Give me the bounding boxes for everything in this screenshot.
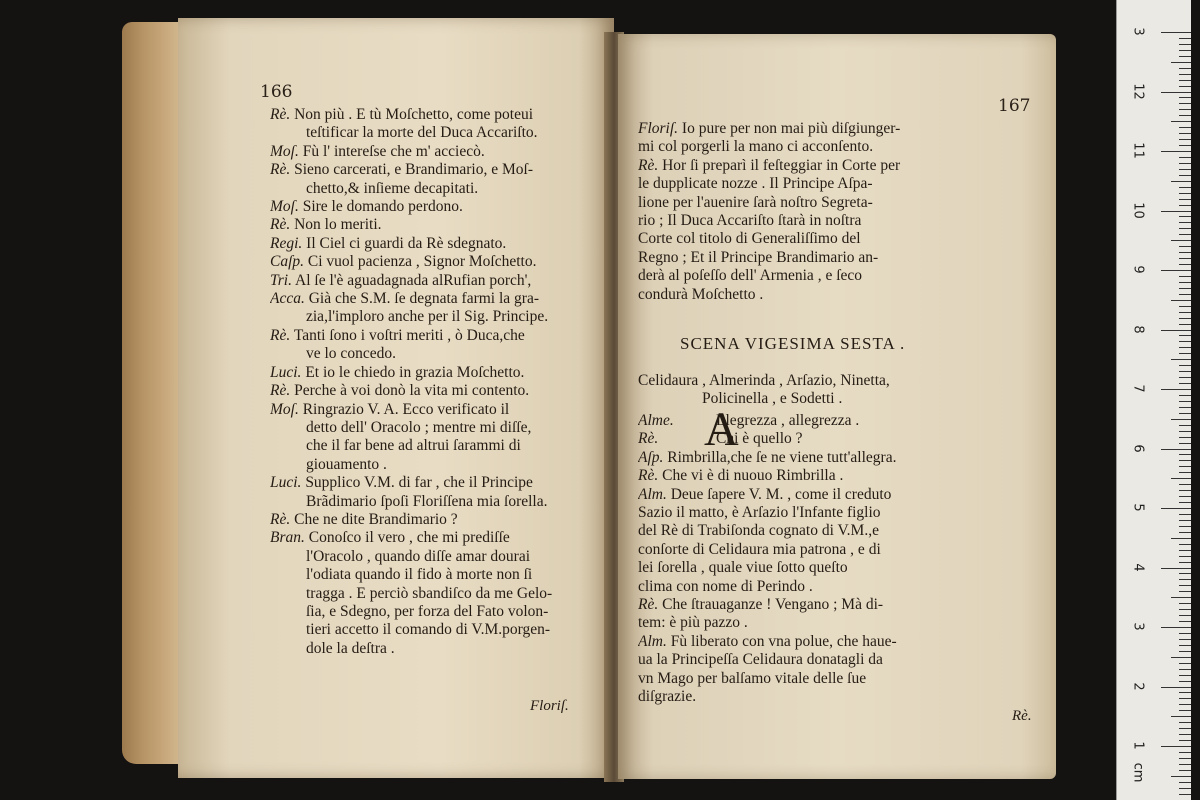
ruler-tick bbox=[1171, 181, 1191, 182]
text-line bbox=[638, 412, 1048, 430]
ruler-tick bbox=[1161, 330, 1191, 331]
line-text: Corte col titolo di Generaliſſimo del bbox=[638, 230, 861, 248]
text-line bbox=[270, 253, 610, 271]
ruler-tick bbox=[1179, 38, 1191, 39]
ruler-number: 8 bbox=[1130, 324, 1146, 334]
measurement-ruler bbox=[1116, 0, 1191, 800]
ruler-tick bbox=[1179, 44, 1191, 45]
drop-cap: A bbox=[704, 403, 739, 456]
text-line bbox=[638, 541, 1048, 559]
ruler-tick bbox=[1161, 508, 1191, 509]
speaker-label: Luci. bbox=[270, 363, 302, 381]
text-line bbox=[270, 308, 610, 326]
speaker-label: Rè. bbox=[270, 161, 291, 179]
ruler-tick bbox=[1179, 443, 1191, 444]
text-line bbox=[270, 401, 610, 419]
ruler-tick bbox=[1179, 264, 1191, 265]
line-text: lei ſorella , quale viue ſotto queſto bbox=[638, 559, 848, 577]
line-text: Tanti ſono i voſtri meriti , ò Duca,che bbox=[293, 326, 525, 344]
ruler-tick bbox=[1179, 484, 1191, 485]
ruler-tick bbox=[1161, 92, 1191, 93]
cast-line: Celidaura , Almerinda , Arſazio, Ninetta, bbox=[638, 372, 890, 389]
ruler-tick bbox=[1171, 597, 1191, 598]
line-text: ſia, e Sdegno, per forza del Fato volon- bbox=[306, 602, 549, 620]
line-text: Sazio il matto, è Arſazio l'Infante figlio bbox=[638, 504, 881, 522]
ruler-tick bbox=[1179, 312, 1191, 313]
ruler-tick bbox=[1179, 794, 1191, 795]
ruler-tick bbox=[1179, 645, 1191, 646]
ruler-tick bbox=[1179, 103, 1191, 104]
ruler-tick bbox=[1179, 621, 1191, 622]
ruler-tick bbox=[1179, 591, 1191, 592]
speaker-label: Rè. bbox=[270, 510, 291, 528]
ruler-tick bbox=[1179, 544, 1191, 545]
ruler-tick bbox=[1179, 163, 1191, 164]
ruler-tick bbox=[1179, 490, 1191, 491]
ruler-number: 12 bbox=[1130, 82, 1146, 100]
speaker-label: Bran. bbox=[270, 529, 305, 547]
ruler-number: 5 bbox=[1130, 503, 1146, 512]
ruler-tick bbox=[1179, 675, 1191, 676]
line-text: ve lo concedo. bbox=[306, 345, 396, 363]
ruler-tick bbox=[1179, 199, 1191, 200]
ruler-tick bbox=[1171, 359, 1191, 360]
text-line bbox=[638, 467, 1048, 485]
ruler-tick bbox=[1179, 704, 1191, 705]
line-text: Deue ſapere V. M. , come il creduto bbox=[670, 485, 892, 503]
ruler-tick bbox=[1179, 609, 1191, 610]
ruler-tick bbox=[1161, 151, 1191, 152]
page-number-left: 166 bbox=[260, 82, 293, 102]
ruler-tick bbox=[1179, 347, 1191, 348]
ruler-number: 10 bbox=[1130, 201, 1146, 219]
ruler-tick bbox=[1179, 252, 1191, 253]
text-line bbox=[638, 449, 1048, 467]
text-line bbox=[270, 327, 610, 345]
ruler-tick bbox=[1179, 579, 1191, 580]
line-text: che il far bene ad altrui ſarammi di bbox=[306, 437, 521, 455]
line-text: l'Oracolo , quando diſſe amar dourai bbox=[306, 547, 531, 565]
ruler-tick bbox=[1179, 734, 1191, 735]
text-line bbox=[638, 175, 1048, 193]
line-text: Perche à voi donò la vita mi contento. bbox=[294, 382, 530, 400]
line-text: giouamento . bbox=[306, 455, 387, 473]
ruler-tick bbox=[1179, 187, 1191, 188]
ruler-tick bbox=[1179, 68, 1191, 69]
text-line bbox=[270, 272, 610, 290]
speaker-label: Moſ. bbox=[270, 142, 299, 160]
line-text: le dupplicate nozze . Il Principe Aſpa- bbox=[638, 175, 873, 193]
line-text: Che vi è di nuouo Rimbrilla . bbox=[662, 467, 844, 485]
line-text: Rimbrilla,che ſe ne viene tutt'allegra. bbox=[667, 448, 897, 466]
ruler-number: 1 bbox=[1130, 741, 1146, 750]
ruler-tick bbox=[1161, 746, 1191, 747]
ruler-tick bbox=[1179, 615, 1191, 616]
ruler-tick bbox=[1179, 353, 1191, 354]
ruler-tick bbox=[1179, 710, 1191, 711]
ruler-tick bbox=[1171, 121, 1191, 122]
ruler-tick bbox=[1179, 276, 1191, 277]
line-text: lione per l'auenire ſarà noſtro Segreta- bbox=[638, 193, 873, 211]
ruler-tick bbox=[1179, 603, 1191, 604]
line-text: Non lo meriti. bbox=[294, 216, 382, 234]
text-line bbox=[638, 157, 1048, 175]
ruler-tick bbox=[1171, 657, 1191, 658]
text-line bbox=[270, 529, 610, 547]
line-text: Fù liberato con vna polue, che haue- bbox=[670, 632, 897, 650]
ruler-tick bbox=[1161, 211, 1191, 212]
ruler-tick bbox=[1179, 633, 1191, 634]
line-text: dole la deſtra . bbox=[306, 639, 395, 657]
line-text: Sieno carcerati, e Brandimario, e Moſ- bbox=[294, 161, 533, 179]
speaker-label: Moſ. bbox=[270, 400, 299, 418]
ruler-tick bbox=[1179, 401, 1191, 402]
text-line bbox=[270, 382, 610, 400]
ruler-tick bbox=[1179, 324, 1191, 325]
text-line bbox=[270, 161, 610, 179]
text-line bbox=[638, 596, 1048, 614]
line-text: rio ; Il Duca Accariſto ſtarà in noſtra bbox=[638, 212, 862, 230]
ruler-tick bbox=[1179, 216, 1191, 217]
text-line bbox=[638, 486, 1048, 504]
ruler-tick bbox=[1179, 526, 1191, 527]
ruler-tick bbox=[1179, 175, 1191, 176]
line-text: clima con nome di Perindo . bbox=[638, 577, 813, 595]
line-text: Brãdimario ſpoſi Floriſſena mia ſorella. bbox=[306, 492, 548, 510]
ruler-number: 11 bbox=[1130, 142, 1146, 159]
ruler-tick bbox=[1179, 782, 1191, 783]
ruler-tick bbox=[1179, 246, 1191, 247]
text-line bbox=[270, 511, 610, 529]
text-line bbox=[270, 419, 610, 437]
text-line bbox=[638, 430, 1048, 448]
ruler-tick bbox=[1179, 585, 1191, 586]
text-line bbox=[638, 688, 1048, 706]
line-text: Et io le chiedo in grazia Moſchetto. bbox=[305, 363, 525, 381]
line-text: conſorte di Celidaura mia patrona , e di bbox=[638, 540, 881, 558]
text-line bbox=[638, 559, 1048, 577]
text-line bbox=[638, 614, 1048, 632]
ruler-tick bbox=[1179, 460, 1191, 461]
speaker-label: Aſp. bbox=[638, 448, 664, 466]
ruler-tick bbox=[1179, 335, 1191, 336]
line-text: Già che S.M. ſe degnata farmi la gra- bbox=[308, 290, 539, 308]
text-line bbox=[270, 124, 610, 142]
ruler-tick bbox=[1179, 80, 1191, 81]
ruler-tick bbox=[1179, 282, 1191, 283]
ruler-tick bbox=[1179, 692, 1191, 693]
right-page bbox=[618, 34, 1056, 779]
ruler-tick bbox=[1179, 205, 1191, 206]
ruler-tick bbox=[1179, 228, 1191, 229]
text-line bbox=[638, 120, 1048, 138]
line-text: l'odiata quando il fido à morte non ſi bbox=[306, 566, 533, 584]
ruler-tick bbox=[1179, 145, 1191, 146]
speaker-label: Rè. bbox=[270, 106, 291, 123]
speaker-label: Luci. bbox=[270, 474, 302, 492]
ruler-tick bbox=[1179, 115, 1191, 116]
catchword-left: Floriſ. bbox=[530, 698, 569, 714]
ruler-tick bbox=[1179, 764, 1191, 765]
ruler-tick bbox=[1179, 377, 1191, 378]
text-line bbox=[638, 194, 1048, 212]
text-line bbox=[270, 474, 610, 492]
ruler-tick bbox=[1179, 383, 1191, 384]
text-line bbox=[270, 345, 610, 363]
line-text: derà al poſeſſo dell' Armenia , e ſeco bbox=[638, 267, 863, 285]
ruler-number: 3 bbox=[1130, 622, 1146, 631]
text-line bbox=[638, 212, 1048, 230]
text-line bbox=[270, 640, 610, 658]
speaker-label: Rè. bbox=[638, 467, 659, 485]
speaker-label: Caſp. bbox=[270, 253, 305, 271]
ruler-number: 2 bbox=[1130, 681, 1146, 691]
line-text: Non più . E tù Moſchetto, come poteui bbox=[294, 106, 534, 123]
ruler-number: 3 bbox=[1130, 27, 1146, 36]
ruler-tick bbox=[1179, 139, 1191, 140]
line-text: Io pure per non mai più diſgiunger- bbox=[681, 120, 901, 137]
scene-heading: SCENA VIGESIMA SESTA . bbox=[680, 334, 906, 353]
ruler-tick bbox=[1171, 62, 1191, 63]
ruler-tick bbox=[1179, 722, 1191, 723]
line-text: Sire le domando perdono. bbox=[302, 198, 463, 216]
line-text: Ringrazio V. A. Ecco verificato il bbox=[302, 400, 510, 418]
line-text: Llegrezza , allegrezza . bbox=[716, 412, 860, 429]
speaker-label: Rè. bbox=[638, 430, 659, 448]
text-line bbox=[638, 633, 1048, 651]
line-text: Che ſtrauaganze ! Vengano ; Mà di- bbox=[662, 596, 884, 614]
speaker-label: Acca. bbox=[270, 290, 305, 308]
ruler-tick bbox=[1179, 365, 1191, 366]
text-line bbox=[270, 566, 610, 584]
text-line bbox=[638, 286, 1048, 304]
ruler-tick bbox=[1179, 86, 1191, 87]
ruler-tick bbox=[1179, 341, 1191, 342]
ruler-tick bbox=[1179, 752, 1191, 753]
left-page-text bbox=[270, 106, 610, 658]
line-text: Supplico V.M. di far , che il Principe bbox=[305, 474, 533, 492]
line-text: Conoſco il vero , che mi prediſſe bbox=[308, 529, 510, 547]
ruler-number: 4 bbox=[1130, 562, 1146, 572]
ruler-tick bbox=[1179, 318, 1191, 319]
text-line bbox=[638, 651, 1048, 669]
line-text: Che ne dite Brandimario ? bbox=[294, 510, 458, 528]
ruler-tick bbox=[1179, 520, 1191, 521]
ruler-tick bbox=[1179, 770, 1191, 771]
line-text: vn Mago per balſamo vitale delle ſue bbox=[638, 669, 867, 687]
text-line bbox=[270, 180, 610, 198]
ruler-unit: cm bbox=[1130, 762, 1146, 783]
line-text: mi col porgerli la mano ci acconſento. bbox=[638, 138, 874, 156]
ruler-tick bbox=[1179, 454, 1191, 455]
ruler-tick bbox=[1179, 663, 1191, 664]
ruler-tick bbox=[1179, 193, 1191, 194]
ruler-tick bbox=[1179, 157, 1191, 158]
text-line bbox=[638, 230, 1048, 248]
ruler-tick bbox=[1179, 413, 1191, 414]
line-text: diſgrazie. bbox=[638, 688, 697, 706]
text-line bbox=[270, 198, 610, 216]
line-text: tieri accetto il comando di V.M.porgen- bbox=[306, 621, 551, 639]
line-text: ua la Principeſſa Celidaura donatagli da bbox=[638, 651, 883, 669]
text-line bbox=[638, 522, 1048, 540]
line-text: Ci vuol pacienza , Signor Moſchetto. bbox=[307, 253, 537, 271]
text-line bbox=[270, 621, 610, 639]
ruler-tick bbox=[1179, 532, 1191, 533]
ruler-tick bbox=[1161, 687, 1191, 688]
ruler-tick bbox=[1171, 419, 1191, 420]
ruler-tick bbox=[1179, 169, 1191, 170]
speaker-label: Rè. bbox=[270, 326, 291, 344]
ruler-tick bbox=[1179, 306, 1191, 307]
ruler-tick bbox=[1179, 651, 1191, 652]
ruler-tick bbox=[1171, 538, 1191, 539]
ruler-tick bbox=[1171, 478, 1191, 479]
text-line bbox=[270, 585, 610, 603]
ruler-tick bbox=[1179, 556, 1191, 557]
line-text: Chi è quello ? bbox=[716, 430, 803, 448]
line-text: Fù l' intereſse che m' acciecò. bbox=[302, 142, 485, 160]
ruler-tick bbox=[1179, 431, 1191, 432]
ruler-tick bbox=[1179, 466, 1191, 467]
ruler-number: 9 bbox=[1130, 265, 1146, 274]
line-text: Il Ciel ci guardi da Rè sdegnato. bbox=[306, 234, 507, 252]
text-line bbox=[638, 138, 1048, 156]
ruler-tick bbox=[1179, 56, 1191, 57]
ruler-tick bbox=[1179, 669, 1191, 670]
speaker-label: Rè. bbox=[638, 596, 659, 614]
ruler-tick bbox=[1171, 716, 1191, 717]
ruler-tick bbox=[1179, 288, 1191, 289]
ruler-tick bbox=[1179, 407, 1191, 408]
line-text: tem: è più pazzo . bbox=[638, 614, 748, 632]
ruler-tick bbox=[1179, 50, 1191, 51]
right-page-text-bottom bbox=[638, 412, 1048, 707]
speaker-label: Rè. bbox=[270, 382, 291, 400]
text-line bbox=[270, 143, 610, 161]
speaker-label: Regi. bbox=[270, 234, 303, 252]
ruler-tick bbox=[1179, 758, 1191, 759]
line-text: teſtificar la morte del Duca Accariſto. bbox=[306, 124, 538, 142]
text-line bbox=[270, 364, 610, 382]
text-line bbox=[270, 548, 610, 566]
ruler-tick bbox=[1179, 573, 1191, 574]
text-line bbox=[270, 290, 610, 308]
line-text: Hor ſi preparì il feſteggiar in Corte per bbox=[662, 156, 901, 174]
ruler-tick bbox=[1179, 222, 1191, 223]
ruler-tick bbox=[1171, 300, 1191, 301]
ruler-tick bbox=[1179, 472, 1191, 473]
ruler-tick bbox=[1179, 109, 1191, 110]
catchword-right: Rè. bbox=[1012, 708, 1032, 724]
ruler-tick bbox=[1179, 97, 1191, 98]
text-line bbox=[270, 437, 610, 455]
line-text: chetto,& inſieme decapitati. bbox=[306, 179, 479, 197]
line-text: Al ſe l'è aguadagnada alRufian porch', bbox=[295, 271, 532, 289]
ruler-tick bbox=[1179, 395, 1191, 396]
open-book bbox=[118, 12, 1063, 787]
right-page-text-top bbox=[638, 120, 1048, 304]
ruler-tick bbox=[1179, 127, 1191, 128]
ruler-tick bbox=[1179, 74, 1191, 75]
ruler-tick bbox=[1161, 449, 1191, 450]
text-line bbox=[270, 106, 610, 124]
ruler-tick bbox=[1179, 728, 1191, 729]
speaker-label: Alm. bbox=[638, 632, 667, 650]
speaker-label: Alme. bbox=[638, 412, 674, 429]
ruler-tick bbox=[1179, 740, 1191, 741]
ruler-tick bbox=[1179, 550, 1191, 551]
ruler-tick bbox=[1179, 371, 1191, 372]
text-line bbox=[638, 249, 1048, 267]
ruler-tick bbox=[1179, 294, 1191, 295]
ruler-tick bbox=[1179, 514, 1191, 515]
line-text: del Rè di Trabiſonda cognato di V.M.,e bbox=[638, 522, 879, 540]
ruler-number: 7 bbox=[1130, 384, 1146, 393]
ruler-tick bbox=[1179, 681, 1191, 682]
text-line bbox=[270, 235, 610, 253]
ruler-tick bbox=[1179, 502, 1191, 503]
text-line bbox=[270, 456, 610, 474]
text-line bbox=[270, 216, 610, 234]
speaker-label: Rè. bbox=[638, 156, 659, 174]
ruler-tick bbox=[1179, 639, 1191, 640]
ruler-tick bbox=[1161, 568, 1191, 569]
ruler-tick bbox=[1161, 389, 1191, 390]
ruler-tick bbox=[1179, 698, 1191, 699]
text-line bbox=[638, 267, 1048, 285]
ruler-tick bbox=[1171, 776, 1191, 777]
ruler-tick bbox=[1179, 133, 1191, 134]
cast-line: Policinella , e Sodetti . bbox=[702, 390, 843, 408]
ruler-number: 6 bbox=[1130, 443, 1146, 453]
line-text: condurà Moſchetto . bbox=[638, 285, 764, 303]
line-text: detto dell' Oracolo ; mentre mi diſſe, bbox=[306, 418, 532, 436]
speaker-label: Alm. bbox=[638, 485, 667, 503]
ruler-tick bbox=[1161, 270, 1191, 271]
line-text: Regno ; Et il Principe Brandimario an- bbox=[638, 248, 879, 266]
speaker-label: Rè. bbox=[270, 216, 291, 234]
ruler-tick bbox=[1179, 258, 1191, 259]
ruler-tick bbox=[1179, 562, 1191, 563]
text-line bbox=[270, 493, 610, 511]
ruler-tick bbox=[1161, 32, 1191, 33]
cast-list bbox=[638, 372, 1048, 409]
text-line bbox=[638, 670, 1048, 688]
ruler-tick bbox=[1179, 496, 1191, 497]
speaker-label: Moſ. bbox=[270, 198, 299, 216]
text-line bbox=[638, 578, 1048, 596]
line-text: tragga . E perciò sbandiſco da me Gelo- bbox=[306, 584, 553, 602]
ruler-tick bbox=[1179, 437, 1191, 438]
line-text: zia,l'imploro anche per il Sig. Principe. bbox=[306, 308, 549, 326]
ruler-tick bbox=[1179, 788, 1191, 789]
speaker-label: Tri. bbox=[270, 271, 292, 289]
page-number-right: 167 bbox=[998, 96, 1031, 116]
speaker-label: Floriſ. bbox=[638, 120, 679, 137]
ruler-tick bbox=[1171, 240, 1191, 241]
ruler-tick bbox=[1179, 234, 1191, 235]
ruler-tick bbox=[1161, 627, 1191, 628]
left-page bbox=[178, 18, 614, 778]
text-line bbox=[638, 504, 1048, 522]
text-line bbox=[270, 603, 610, 621]
ruler-tick bbox=[1179, 425, 1191, 426]
